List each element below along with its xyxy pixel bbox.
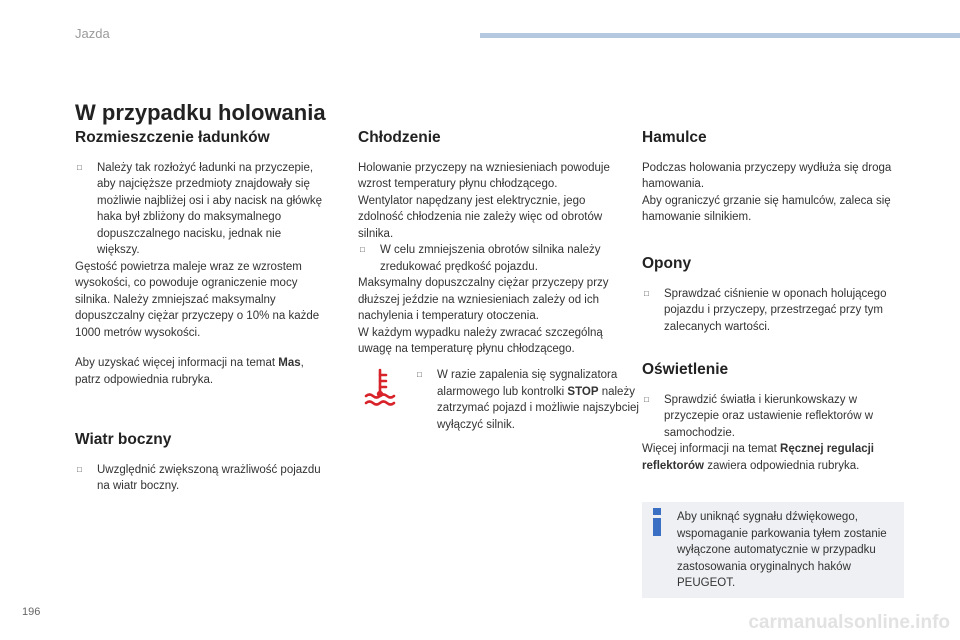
section-lighting <box>642 362 904 474</box>
paragraph <box>642 441 904 474</box>
info-icon <box>650 508 664 536</box>
paragraph: Maksymalny dopuszczalny ciężar przyczepy przy dłuższej jeździe na wzniesieniach zależy od ich nachylenia i temperatury otoczenia. <box>358 277 609 322</box>
text-span: Więcej informacji na temat <box>642 443 781 455</box>
page-number: 196 <box>22 606 41 618</box>
paragraph: Gęstość powietrza maleje wraz ze wzrostem wysokości, co powoduje ograniczenie mocy silnika. Należy zmniejszać maksymalny dopuszczalny ciężar przyczepy o 10% na każde 1000 metrów wysokości. <box>75 260 320 339</box>
bold-term: Mas <box>278 357 301 369</box>
header-bar <box>480 33 960 38</box>
paragraph: Holowanie przyczepy na wzniesieniach powoduje wzrost temperatury płynu chłodzącego. <box>358 161 610 190</box>
watermark: carmanualsonline.info <box>748 612 950 633</box>
page-title: W przypadku holowania <box>75 100 326 125</box>
section-heading: Chłodzenie <box>358 129 441 146</box>
paragraph: Aby ograniczyć grzanie się hamulców, zaleca się hamowanie silnikiem. <box>642 194 891 223</box>
coolant-temperature-warning-icon <box>362 367 398 407</box>
list-item: □ Sprawdzać ciśnienie w oponach holującego pojazdu i przyczepy, przestrzegać przy tym zalecanych wartości. <box>642 286 904 336</box>
list-item: □ Sprawdzić światła i kierunkowskazy w przyczepie oraz ustawienie reflektorów w samochodzie. <box>642 392 904 442</box>
section-heading: Oświetlenie <box>642 361 729 378</box>
section-wind <box>75 432 325 495</box>
text-span: Aby uzyskać więcej informacji na temat <box>75 357 279 369</box>
list-item: □ Uwzględnić zwiększoną wrażliwość pojazdu na wiatr boczny. <box>75 462 325 495</box>
section-load <box>75 130 325 388</box>
warning-note <box>415 367 652 433</box>
paragraph: Wentylator napędzany jest elektrycznie, jego zdolność chłodzenia nie zależy więc od obrotów silnika. <box>358 194 603 240</box>
section-heading: Wiatr boczny <box>75 431 172 448</box>
list-item: □ Należy tak rozłożyć ładunki na przyczepie, aby najcięższe przedmioty znajdowały się możliwie najbliżej osi i aby nacisk na główkę haka był zbliżony do maksymalnego dopuszczalnego nacisku, jednak nie większy. <box>75 160 325 259</box>
text-span: zawiera odpowiednia rubryka. <box>704 459 860 472</box>
list-item: □ W celu zmniejszenia obrotów silnika należy zredukować prędkość pojazdu. <box>358 242 623 275</box>
section-cooling <box>358 130 623 358</box>
text-span: należy zatrzymać pojazd i możliwie najszybciej wyłączyć silnik. <box>437 385 639 431</box>
section-tyres <box>642 256 904 335</box>
paragraph: W każdym wypadku należy zwracać szczególną uwagę na temperaturę płynu chłodzącego. <box>358 326 603 355</box>
chapter-label: Jazda <box>75 26 110 41</box>
text-span: W razie zapalenia się sygnalizatora alarmowego lub kontrolki <box>437 369 618 398</box>
section-heading: Opony <box>642 255 692 272</box>
section-heading: Rozmieszczenie ładunków <box>75 129 270 146</box>
text-span: , patrz odpowiednia rubryka. <box>75 357 304 386</box>
paragraph: Podczas holowania przyczepy wydłuża się droga hamowania. <box>642 161 892 190</box>
section-brakes <box>642 130 904 226</box>
bold-term: Ręcznej regulacji reflektorów <box>642 443 875 472</box>
paragraph <box>75 355 325 388</box>
info-text: Aby uniknąć sygnału dźwiękowego, wspomaganie parkowania tyłem zostanie wyłączone automatycznie w przypadku zastosowania oryginalnych haków PEUGEOT. <box>677 511 887 589</box>
section-heading: Hamulce <box>642 129 707 146</box>
bold-term: STOP <box>567 385 599 398</box>
